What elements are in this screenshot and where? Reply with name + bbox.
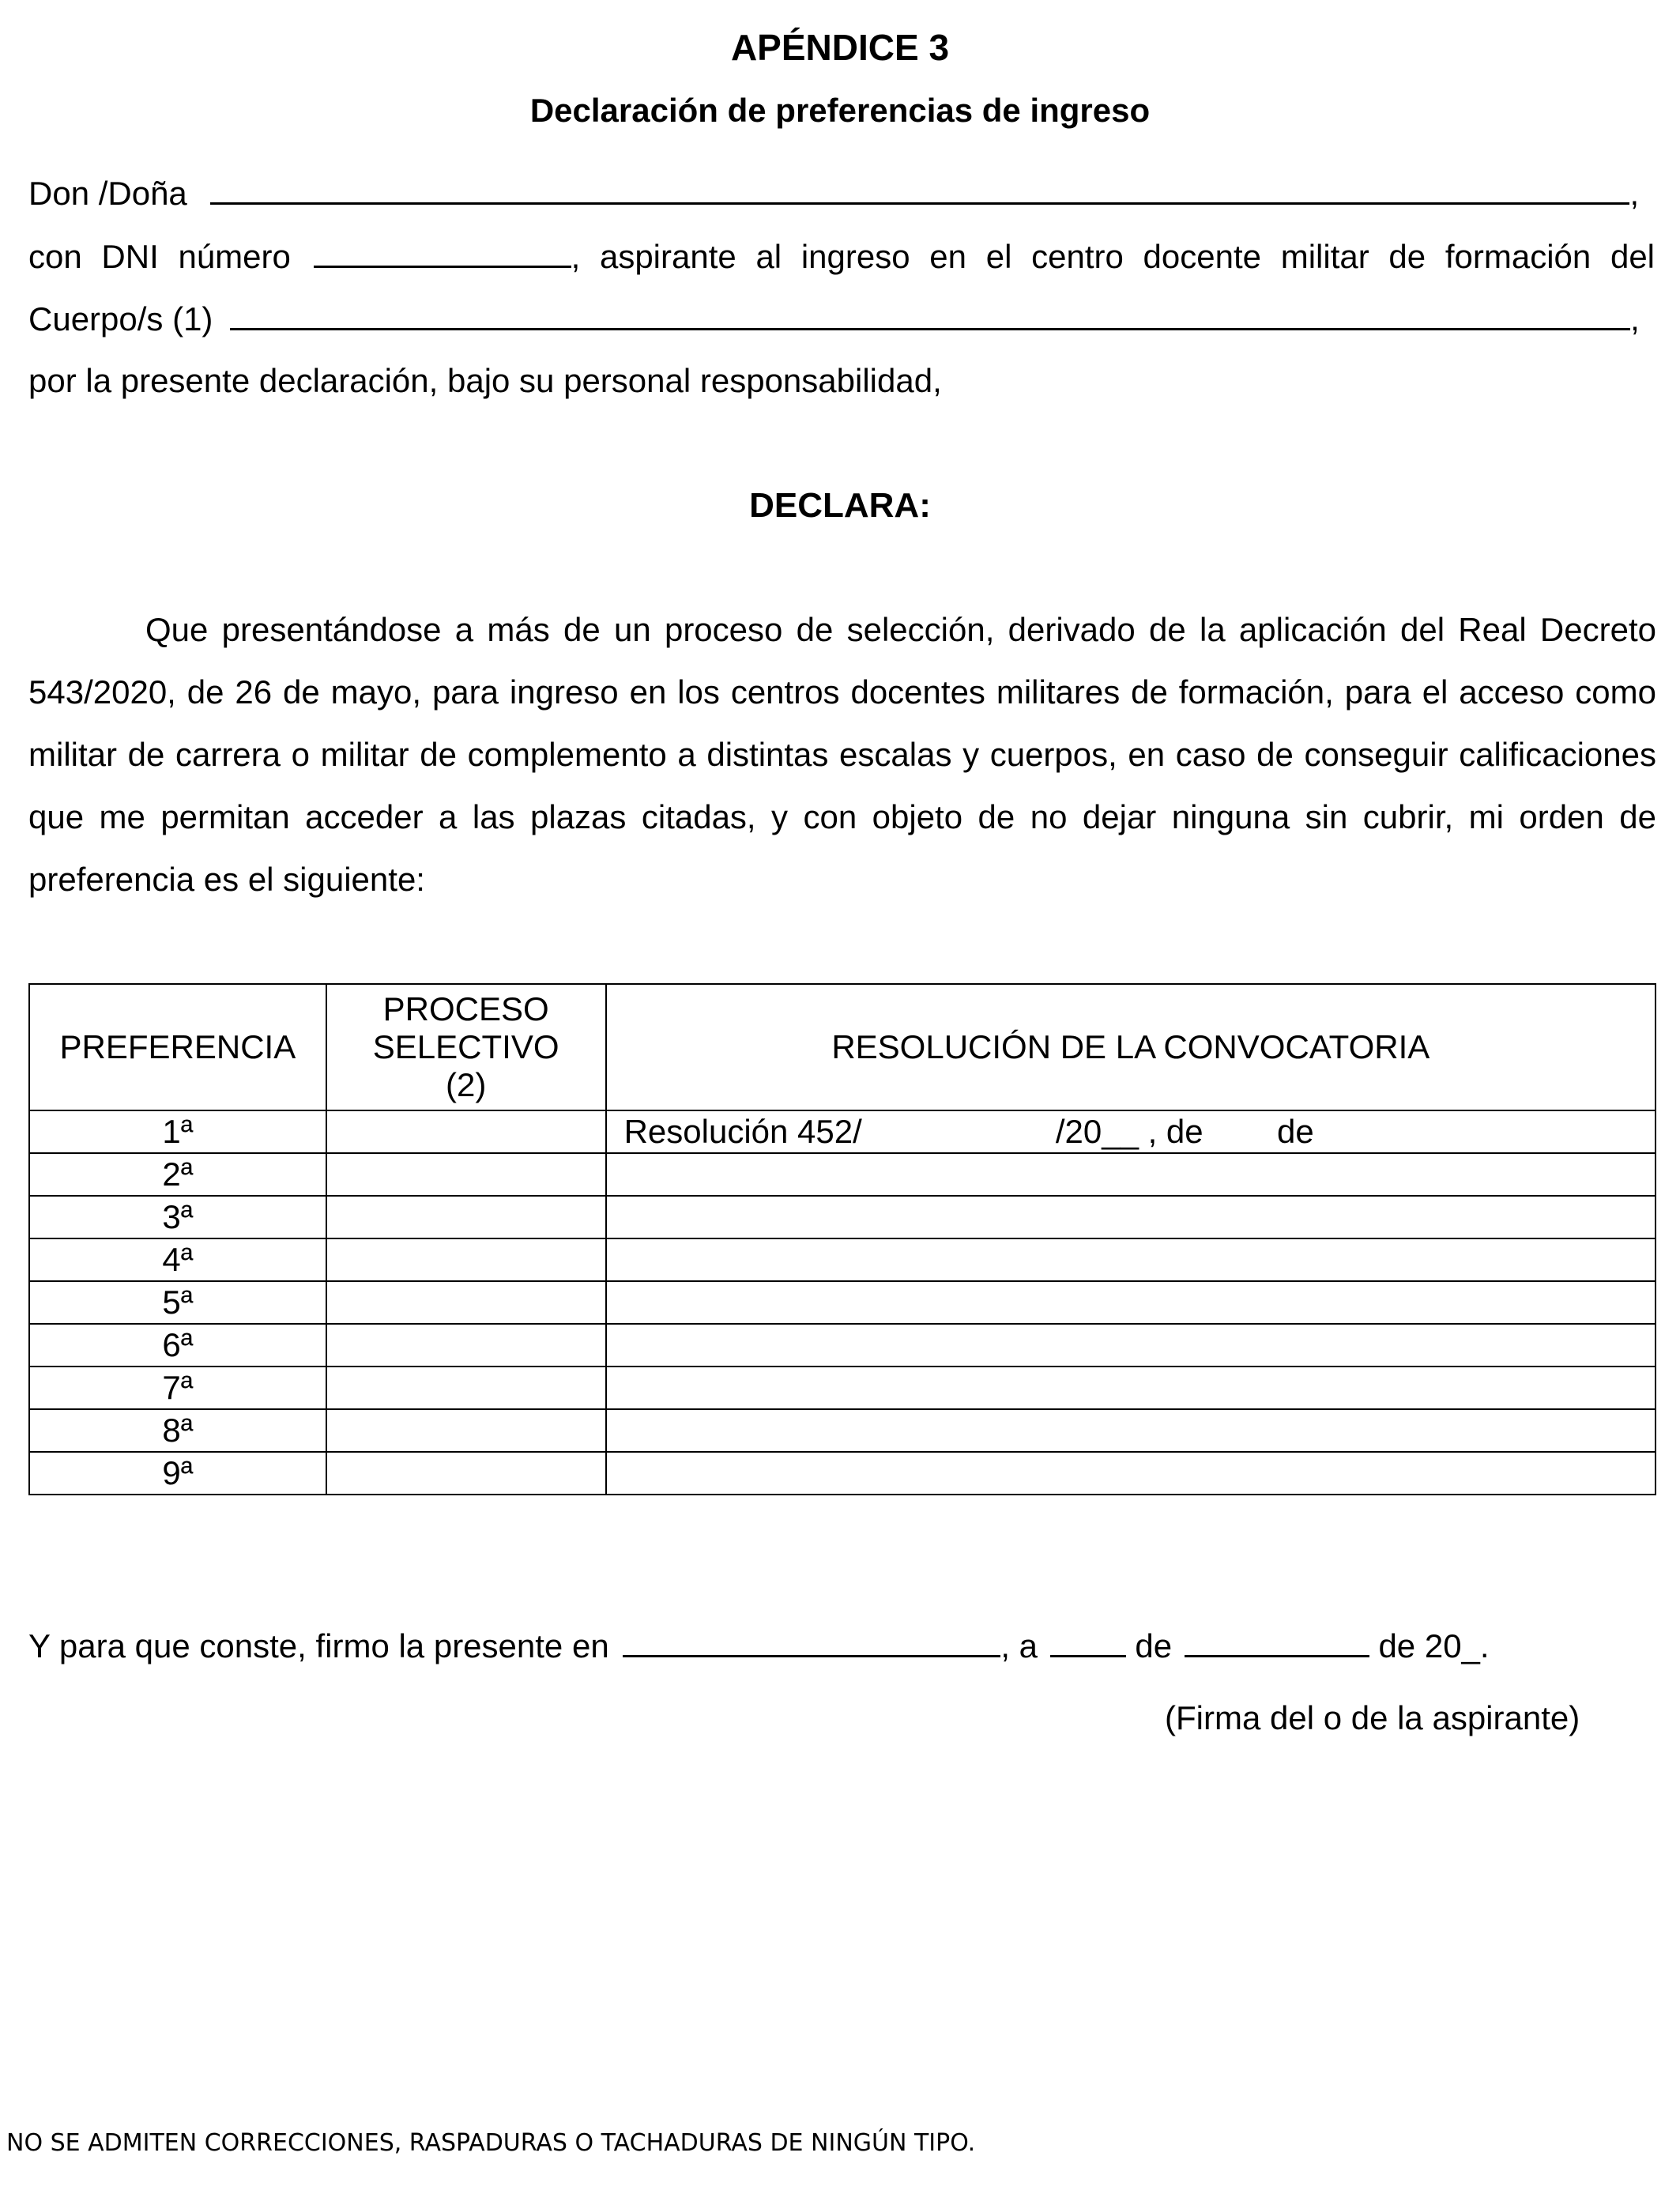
name-line [28, 171, 1655, 215]
table-row [29, 1281, 1656, 1324]
resolucion-cell[interactable] [606, 1153, 1656, 1196]
table-row [29, 1324, 1656, 1367]
dni-after-text: , aspirante al ingreso en el centro docente militar de formación del [571, 238, 1656, 275]
proceso-cell[interactable] [326, 1367, 606, 1409]
table-row [29, 1452, 1656, 1495]
closing-text-4: de 20_. [1378, 1627, 1490, 1664]
cuerpo-line [28, 296, 1655, 341]
preference-number: 3ª [29, 1196, 326, 1238]
preference-number: 2ª [29, 1153, 326, 1196]
table-row [29, 1367, 1656, 1409]
resolucion-cell[interactable] [606, 1281, 1656, 1324]
page-subtitle: Declaración de preferencias de ingreso [529, 92, 1151, 129]
preference-number: 4ª [29, 1238, 326, 1281]
proceso-cell[interactable] [326, 1196, 606, 1238]
name-blank-field[interactable] [210, 171, 1629, 205]
preference-number: 5ª [29, 1281, 326, 1324]
table-row [29, 1153, 1656, 1196]
declaration-line: por la presente declaración, bajo su personal responsabilidad, [28, 362, 942, 399]
header-preferencia: PREFERENCIA [29, 984, 326, 1110]
preference-number: 6ª [29, 1324, 326, 1367]
preference-number: 8ª [29, 1409, 326, 1452]
preference-table [28, 983, 1656, 1495]
resolucion-cell[interactable] [606, 1367, 1656, 1409]
declaration-paragraph [28, 598, 1656, 910]
proceso-cell[interactable] [326, 1153, 606, 1196]
closing-text-2: , a [1000, 1627, 1038, 1664]
page-title: APÉNDICE 3 [730, 27, 950, 68]
closing-text-3: de [1135, 1627, 1173, 1664]
table-row [29, 1238, 1656, 1281]
resolucion-cell[interactable] [606, 1409, 1656, 1452]
proceso-cell[interactable] [326, 1452, 606, 1495]
day-blank-field[interactable] [1050, 1623, 1126, 1657]
signature-label: (Firma del o de la aspirante) [1165, 1699, 1580, 1736]
resolucion-cell[interactable] [606, 1196, 1656, 1238]
proceso-cell[interactable] [326, 1281, 606, 1324]
month-blank-field[interactable] [1185, 1623, 1369, 1657]
table-row [29, 1409, 1656, 1452]
cuerpo-blank-field[interactable] [230, 296, 1630, 330]
cuerpo-comma: , [1630, 300, 1640, 337]
proceso-cell[interactable] [326, 1324, 606, 1367]
name-comma: , [1629, 175, 1640, 212]
proceso-cell[interactable] [326, 1110, 606, 1153]
resolucion-cell[interactable] [606, 1238, 1656, 1281]
resolucion-cell[interactable]: Resolución 452/ /20__ , de de [606, 1110, 1656, 1153]
proceso-cell[interactable] [326, 1238, 606, 1281]
preference-number: 9ª [29, 1452, 326, 1495]
header-resolucion: RESOLUCIÓN DE LA CONVOCATORIA [606, 984, 1656, 1110]
resolucion-cell[interactable] [606, 1324, 1656, 1367]
dni-blank-field[interactable] [314, 234, 571, 268]
paragraph-text: Que presentándose a más de un proceso de selección, derivado de la aplicación del Real Decreto 543/2020, de 26 de mayo, para ingreso en los centros docentes militares de formación, para el acceso como militar de carrera o militar de complemento a distintas escalas y cuerpos, en caso de conseguir calificaciones que me permitan acceder a las plazas citadas, y con objeto de no dejar ninguna sin cubrir, mi orden de preferencia es el siguiente: [28, 611, 1656, 898]
proceso-cell[interactable] [326, 1409, 606, 1452]
preference-number: 7ª [29, 1367, 326, 1409]
declara-heading: DECLARA: [749, 486, 931, 525]
resolucion-cell[interactable] [606, 1452, 1656, 1495]
closing-text-1: Y para que conste, firmo la presente en [28, 1627, 609, 1664]
closing-line [28, 1623, 1490, 1668]
cuerpo-label: Cuerpo/s (1) [28, 300, 213, 337]
preference-number: 1ª [29, 1110, 326, 1153]
footer-notice: NO SE ADMITEN CORRECCIONES, RASPADURAS O TACHADURAS DE NINGÚN TIPO. [6, 2129, 976, 2157]
header-proceso-selectivo: PROCESO SELECTIVO (2) [326, 984, 606, 1110]
table-row [29, 1196, 1656, 1238]
don-label: Don /Doña [28, 175, 187, 212]
dni-label: con DNI número [28, 238, 291, 275]
dni-line [28, 234, 1655, 278]
place-blank-field[interactable] [623, 1623, 1000, 1657]
table-header-row [29, 984, 1656, 1110]
table-row [29, 1110, 1656, 1153]
